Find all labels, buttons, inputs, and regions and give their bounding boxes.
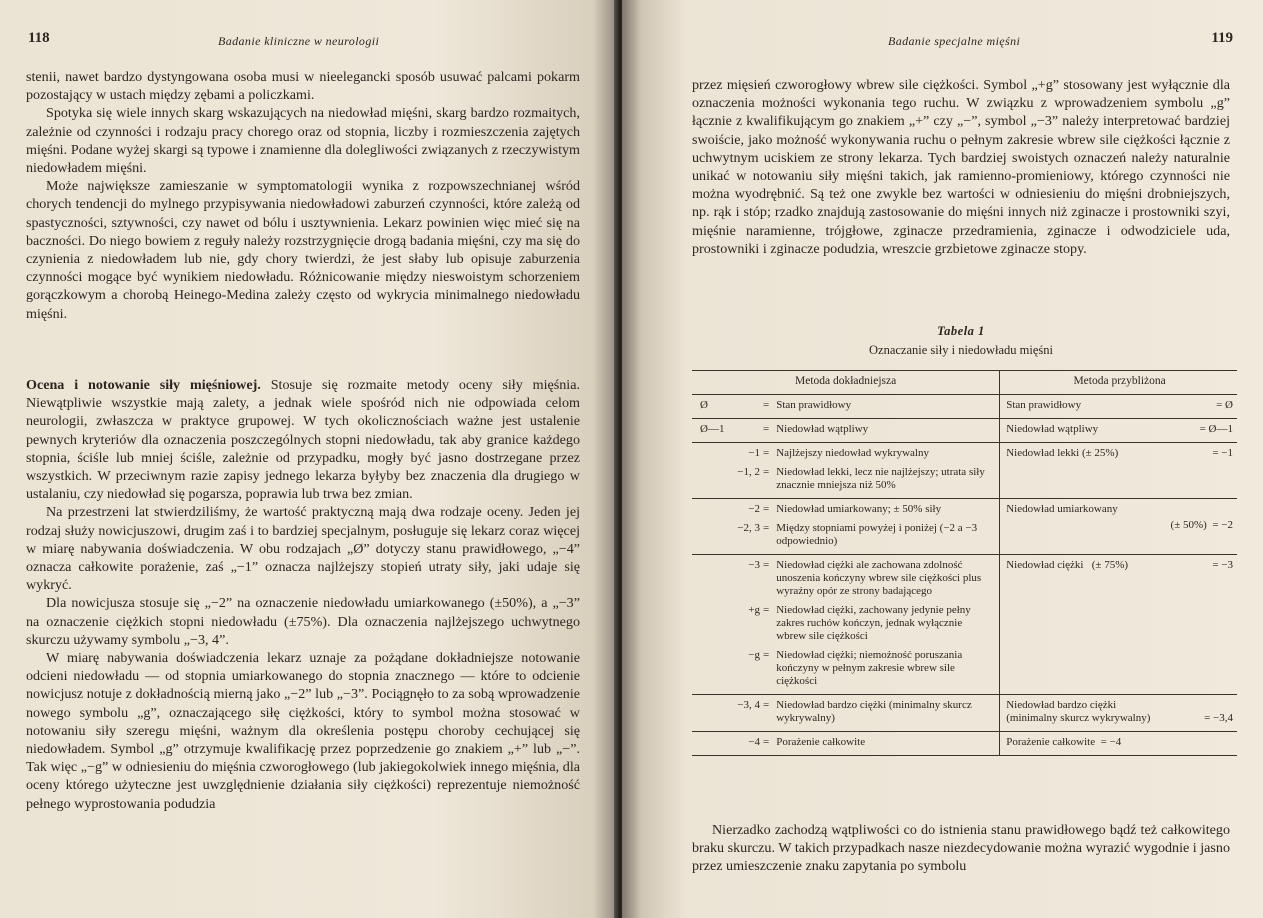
right-bottom-text xyxy=(692,821,1230,876)
left-section-text xyxy=(26,376,580,813)
paragraph: Może największe zamieszanie w symptomatologii wynika z rozpowszechnianej wśród chorych tendencji do mylnego przypisywania niedowładowi zaburzeń czynności, które zależą od spastyczności, sztywności, czy nawet od bólu i usztywnienia. Lekarz powinien więc mieć się na baczności. Do niego bowiem z reguły należy rozstrzygnięcie drogą badania mięśni, czy ma się do czynienia z niedowładem lub nie, gdy chory twierdzi, że jest słaby lub opisuje zaburzenia czynności mogące być wynikiem niedowładu. Różnicowanie między nieswoistym schorzeniem gorączkowym a chorobą Heinego-Medina zależy często od wykrycia minimalnego niedowładu mięśni. xyxy=(26,178,580,322)
left-running-head: Badanie kliniczne w neurologii xyxy=(218,34,380,48)
right-top-text xyxy=(692,76,1230,258)
paragraph: przez mięsień czworogłowy wbrew sile ciężkości. Symbol „+g” stosowany jest wyłącznie dla oznaczenia możności wykonania tego ruchu. W związku z wprowadzeniem symbolu „g” łącznie z kwalifikującym go znakiem „+” czy „−”, symbol „−3” należy interpretować bardziej swoiście, jako możność wykonywania ruchu o pełnym zakresie wbrew sile ciężkości łącznie z uchwytnym uciskiem ze strony lekarza. Tych bardziej swoistych oznaczeń należy naturalnie unikać w notowaniu siły mięśni takich, jak ramienno-promieniowy, którego czynności nie można wyodrębnić. Są też one zwykle bez wartości w odniesieniu do mięśni drobniejszych, np. rąk i stóp; rzadko znajdują zastosowanie do mięśni innych niż zginacze i prostowniki szyi, mięśnie naramienne, trójgłowe, zginacze przedramienia, zginacze i odwodziciele uda, prostowniki i zginacze podudzia, wreszcie grzbietowe zginacze stopy. xyxy=(692,77,1230,257)
paragraph: stenii, nawet bardzo dystyngowana osoba musi w nieelegancki sposób usuwać palcami pokarm pozostający w ustach między zębami a policzkami. xyxy=(26,69,580,104)
right-running-head: Badanie specjalne mięśni xyxy=(888,34,1021,48)
left-page-number: 118 xyxy=(28,30,50,46)
paragraph: W miarę nabywania doświadczenia lekarz uznaje za pożądane dokładniejsze notowanie odcieni niedowładu — od stopnia umiarkowanego do stopnia znacznego — które to odcienie nowicjusz notuje z dokładnością mierną jako „−2” lub „−3”. Pociągnęło to za sobą wprowadzenie nowego symbolu „g”, oznaczającego siłę ciężkości, który to symbol można stosować w notowaniu siły szeregu mięśni, ważnym dla określenia postępu choroby cechującej się niedowładem. Symbol „g” otrzymuje kwalifikację przez poprzedzenie go znakiem „+” lub „−”. Tak więc „−g” w odniesieniu do mięśnia czworogłowego (lub jakiegokolwiek innego mięśnia, dla oceny którego użyteczne jest uwzględnienie działania siły ciężkości) reprezentuje niemożność pełnego wyprostowania podudzia xyxy=(26,650,580,812)
paragraph: Spotyka się wiele innych skarg wskazujących na niedowład mięśni, skarg bardzo rozmaitych, zależnie od czynności i rodzaju pracy chorego oraz od stopnia, liczby i rozmieszczenia zajętych mięśni. Podane wyżej skargi są typowe i znamienne dla dolegliwości związanych z rzeczywistym niedowładem mięśni. xyxy=(26,105,580,177)
table-row: −4 = Porażenie całkowite Porażenie całkowite = −4 xyxy=(692,732,1237,756)
table-row: −3, 4 = Niedowład bardzo ciężki (minimalny skurcz wykrywalny) Niedowład bardzo ciężki (minimalny skurcz wykrywalny) = −3,4 xyxy=(692,695,1237,732)
table-row: Ø = Stan prawidłowy Stan prawidłowy = Ø xyxy=(692,395,1237,419)
table-row: −2 = Niedowład umiarkowany; ± 50% siły Niedowład umiarkowany (± 50%) = −2 xyxy=(692,499,1237,523)
table-row: −1, 2 = Niedowład lekki, lecz nie najlżejszy; utrata siły znacznie mniejsza niż 50% xyxy=(692,466,1237,499)
right-page xyxy=(622,0,1263,918)
section-heading: Ocena i notowanie siły mięśniowej. xyxy=(26,377,261,393)
table-header-approx: Metoda przybliżona xyxy=(1000,371,1237,395)
table-row: −1 = Najlżejszy niedowład wykrywalny Niedowład lekki (± 25%) = −1 xyxy=(692,443,1237,467)
table-row: −g = Niedowład ciężki; niemożność poruszania kończyny w pełnym zakresie wbrew sile ciężkości xyxy=(692,649,1237,695)
paragraph: Na przestrzeni lat stwierdziliśmy, że wartość praktyczną mają dwa rodzaje oceny. Jeden jej rodzaj służy nowicjuszowi, drugim zaś i to bardziej specjalnym, posługuje się lekarz coraz więcej w miarę nabywania doświadczenia. W obu rodzajach „Ø” dotyczy stanu prawidłowego, „−4” oznacza całkowite porażenie, zaś „−1” oznacza najlżejszy stopień utraty siły, jaki udaje się wykryć. xyxy=(26,504,580,594)
strength-grading-table xyxy=(692,370,1237,756)
table-title: Tabela 1 xyxy=(937,324,985,338)
table-row: −3 = Niedowład ciężki ale zachowana zdolność unoszenia kończyny wbrew sile ciężkości plus wyraźny opór ze strony badającego Niedowład ciężki (± 75%) = −3 xyxy=(692,555,1237,605)
table-header-precise: Metoda dokładniejsza xyxy=(692,371,1000,395)
left-page xyxy=(0,0,618,918)
paragraph: Dla nowicjusza stosuje się „−2” na oznaczenie niedowładu umiarkowanego (±50%), a „−3” na oznaczenie ciężkich stopni niedowładu (±75%). Dla oznaczenia najlżejszego uchwytnego skurczu używamy symbolu „−3, 4”. xyxy=(26,595,580,648)
table-row: −2, 3 = Między stopniami powyżej i poniżej (−2 a −3 odpowiednio) xyxy=(692,522,1237,555)
right-page-number: 119 xyxy=(1211,30,1233,46)
table-row: +g = Niedowład ciężki, zachowany jedynie pełny zakres ruchów kończyn, jednak wyłącznie wbrew sile ciężkości xyxy=(748,604,971,642)
left-intro-text xyxy=(26,68,580,323)
table-row: Ø—1 = Niedowład wątpliwy Niedowład wątpliwy = Ø—1 xyxy=(692,419,1237,443)
section-paragraph xyxy=(26,376,580,503)
paragraph: Nierzadko zachodzą wątpliwości co do istnienia stanu prawidłowego bądź też całkowitego braku skurczu. W takich przypadkach nasze niezdecydowanie można wyrazić wygodnie i jasno przez umieszczenie znaku zapytania po symbolu xyxy=(692,822,1230,875)
table-subtitle: Oznaczanie siły i niedowładu mięśni xyxy=(869,343,1053,357)
section-paragraph-text: Stosuje się rozmaite metody oceny siły mięśnia. Niewątpliwie wszystkie mają zalety, a jednak wiele spośród nich nie odpowiada celom neurologii, zwłaszcza w praktyce grupowej. W tych okolicznościach ważne jest ustalenie pewnych kryteriów dla oznaczenia poszczególnych stopni niedowładu, tak aby granice każdego stopnia, ściśle lub mniej ściśle, zależnie od przypadku, mogły być jasno dostrzegane przez wszystkich. W przeciwnym razie zapisy jednego lekarza byłyby bez znaczenia dla drugiego w ustalaniu, czy niedowład się pogarsza, poprawia lub trwa bez zmian. xyxy=(26,377,580,503)
